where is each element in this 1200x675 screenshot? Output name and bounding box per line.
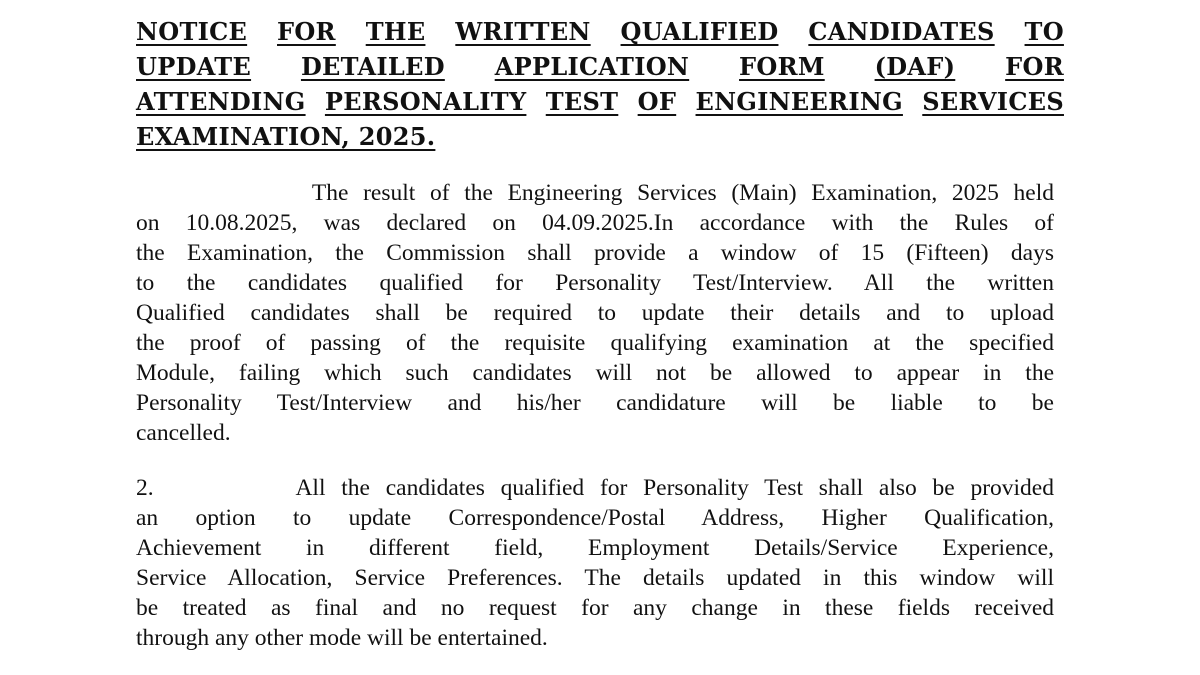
title-word: WRITTEN bbox=[455, 17, 591, 46]
title-word: (DAF) bbox=[874, 52, 956, 81]
paragraph-2 bbox=[136, 473, 1054, 653]
paragraph-line: through any other mode will be entertained. bbox=[136, 625, 548, 651]
title-word: FORM bbox=[739, 52, 825, 81]
title-word: ENGINEERING bbox=[695, 87, 903, 116]
title-word: FOR bbox=[1005, 52, 1064, 81]
title-word: THE bbox=[365, 17, 426, 46]
paragraph-line: cancelled. bbox=[136, 420, 231, 446]
paragraph-line: be treated as final and no request for any change in these fields received bbox=[136, 595, 1054, 621]
title-word: TO bbox=[1024, 17, 1064, 46]
paragraph-line: The result of the Engineering Services (Main) Examination, 2025 held bbox=[136, 180, 1054, 206]
title-word: DETAILED bbox=[300, 52, 445, 81]
title-word: EXAMINATION, 2025. bbox=[136, 122, 436, 151]
paragraph-line: on 10.08.2025, was declared on 04.09.2025.In accordance with the Rules of bbox=[136, 210, 1054, 236]
title-line-3 bbox=[136, 84, 1064, 119]
title-word: APPLICATION bbox=[494, 52, 690, 81]
paragraph-line: Service Allocation, Service Preferences. The details updated in this window will bbox=[136, 565, 1054, 591]
title-word: CANDIDATES bbox=[808, 17, 995, 46]
paragraph-1 bbox=[136, 178, 1054, 448]
title-word: TEST bbox=[545, 87, 619, 116]
paragraph-line: the proof of passing of the requisite qualifying examination at the specified bbox=[136, 330, 1054, 356]
paragraph-line: an option to update Correspondence/Postal Address, Higher Qualification, bbox=[136, 505, 1054, 531]
notice-title bbox=[136, 14, 1064, 154]
notice-document bbox=[136, 14, 1064, 653]
title-line-1 bbox=[136, 14, 1064, 49]
paragraph-line: Module, failing which such candidates will not be allowed to appear in the bbox=[136, 360, 1054, 386]
title-word: QUALIFIED bbox=[620, 17, 779, 46]
title-line-4 bbox=[136, 119, 1064, 154]
paragraph-line: Qualified candidates shall be required to update their details and to upload bbox=[136, 300, 1054, 326]
title-word: PERSONALITY bbox=[324, 87, 527, 116]
title-word: NOTICE bbox=[136, 17, 248, 46]
paragraph-line: Personality Test/Interview and his/her candidature will be liable to be bbox=[136, 390, 1054, 416]
paragraph-line: to the candidates qualified for Personality Test/Interview. All the written bbox=[136, 270, 1054, 296]
title-word: FOR bbox=[277, 17, 336, 46]
paragraph-line: 2. All the candidates qualified for Personality Test shall also be provided bbox=[136, 475, 1054, 501]
title-word: OF bbox=[637, 87, 677, 116]
title-word: SERVICES bbox=[922, 87, 1064, 116]
title-word: UPDATE bbox=[136, 52, 252, 81]
paragraph-line: the Examination, the Commission shall provide a window of 15 (Fifteen) days bbox=[136, 240, 1054, 266]
paragraph-line: Achievement in different field, Employment Details/Service Experience, bbox=[136, 535, 1054, 561]
title-word: ATTENDING bbox=[136, 87, 306, 116]
title-line-2 bbox=[136, 49, 1064, 84]
